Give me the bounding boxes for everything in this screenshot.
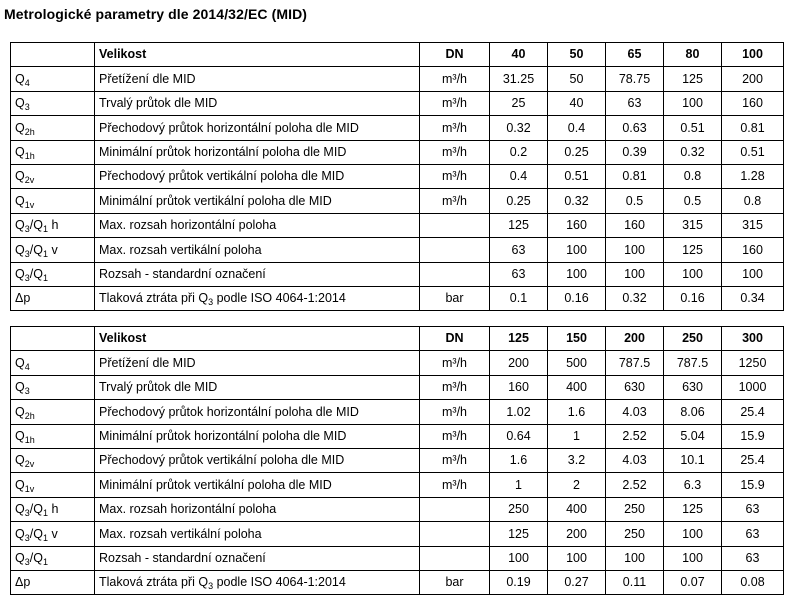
value-cell: 1.28 xyxy=(722,164,784,188)
value-cell: 3.2 xyxy=(548,448,606,472)
value-cell: 63 xyxy=(722,497,784,521)
parameter-name-cell xyxy=(95,424,420,448)
table-row xyxy=(11,140,784,164)
parameter-name-cell xyxy=(95,116,420,140)
metrology-table-dn40-100 xyxy=(10,42,784,311)
parameter-name-cell xyxy=(95,375,420,399)
parameter-name: Tlaková ztráta při Q xyxy=(99,575,209,590)
parameter-name-cell xyxy=(95,164,420,188)
parameter-name: Minimální průtok horizontální poloha dle MID xyxy=(99,145,347,159)
value-cell: 160 xyxy=(548,213,606,237)
symbol-text: Δp xyxy=(15,291,31,306)
value-cell: 100 xyxy=(548,238,606,262)
symbol-subscript: 3 xyxy=(24,102,30,113)
value-cell: 15.9 xyxy=(722,473,784,497)
unit-cell xyxy=(420,522,490,546)
symbol-subscript: 3 xyxy=(24,386,30,397)
unit-cell: bar xyxy=(420,570,490,594)
symbol-text: Q xyxy=(15,550,25,565)
value-cell: 25.4 xyxy=(722,448,784,472)
symbol-subscript: 1v xyxy=(24,199,35,210)
symbol-cell xyxy=(11,424,95,448)
symbol-text: Q xyxy=(15,429,25,443)
symbol-suffix: v xyxy=(47,242,58,257)
value-cell: 160 xyxy=(606,213,664,237)
value-cell: 250 xyxy=(606,497,664,521)
symbol-cell xyxy=(11,213,95,237)
symbol-subscript: 2h xyxy=(24,410,35,421)
value-cell: 315 xyxy=(722,213,784,237)
value-cell: 630 xyxy=(664,375,722,399)
value-cell: 0.51 xyxy=(664,116,722,140)
unit-cell: m³/h xyxy=(420,116,490,140)
parameter-name: Tlaková ztráta při Q xyxy=(99,291,209,306)
parameter-name-cell xyxy=(95,189,420,213)
value-cell: 1.02 xyxy=(490,400,548,424)
table-row xyxy=(11,238,784,262)
parameter-name: Trvalý průtok dle MID xyxy=(99,96,218,111)
table-row xyxy=(11,116,784,140)
symbol-subscript: 1h xyxy=(24,435,35,445)
table-header-row xyxy=(11,43,784,67)
value-cell: 250 xyxy=(490,497,548,521)
symbol-suffix: h xyxy=(47,218,59,233)
symbol-cell xyxy=(11,400,95,424)
symbol-subscript-2: 1 xyxy=(42,224,48,235)
value-cell: 0.4 xyxy=(548,116,606,140)
value-cell: 0.51 xyxy=(548,164,606,188)
value-cell: 0.64 xyxy=(490,424,548,448)
value-cell: 0.11 xyxy=(606,570,664,594)
symbol-subscript-2: 1 xyxy=(42,532,48,543)
symbol-subscript: 3 xyxy=(24,532,30,543)
symbol-subscript-2: 1 xyxy=(42,508,48,519)
table-header-row xyxy=(11,327,784,351)
symbol-text: Q xyxy=(15,145,25,159)
symbol-subscript: 2h xyxy=(24,126,35,137)
value-cell: 15.9 xyxy=(722,424,784,448)
symbol-text: Q xyxy=(15,96,25,111)
table-row xyxy=(11,375,784,399)
value-cell: 250 xyxy=(606,522,664,546)
unit-cell: m³/h xyxy=(420,473,490,497)
parameter-name: Přechodový průtok vertikální poloha dle MID xyxy=(99,453,345,468)
symbol-cell xyxy=(11,164,95,188)
symbol-text: Q xyxy=(15,380,25,395)
unit-cell xyxy=(420,238,490,262)
header-size-cell: 100 xyxy=(722,43,784,67)
header-size-cell: 65 xyxy=(606,43,664,67)
symbol-cell xyxy=(11,448,95,472)
parameter-name: Max. rozsah vertikální poloha xyxy=(99,526,262,541)
table-row xyxy=(11,286,784,310)
parameter-name-cell xyxy=(95,473,420,497)
parameter-name-subscript: 3 xyxy=(208,581,214,592)
unit-cell: m³/h xyxy=(420,424,490,448)
unit-cell xyxy=(420,546,490,570)
parameter-name-cell xyxy=(95,497,420,521)
value-cell: 0.1 xyxy=(490,286,548,310)
table-row xyxy=(11,448,784,472)
value-cell: 63 xyxy=(490,262,548,286)
symbol-subscript: 3 xyxy=(24,508,30,519)
value-cell: 160 xyxy=(722,91,784,115)
value-cell: 2.52 xyxy=(606,424,664,448)
value-cell: 100 xyxy=(664,91,722,115)
value-cell: 1.6 xyxy=(548,400,606,424)
value-cell: 0.32 xyxy=(664,140,722,164)
value-cell: 200 xyxy=(722,67,784,91)
parameter-name-cell xyxy=(95,546,420,570)
symbol-text: Q xyxy=(15,120,25,135)
symbol-cell xyxy=(11,262,95,286)
parameter-name: Přechodový průtok horizontální poloha dle MID xyxy=(99,120,359,135)
value-cell: 0.8 xyxy=(664,164,722,188)
value-cell: 0.4 xyxy=(490,164,548,188)
value-cell: 25.4 xyxy=(722,400,784,424)
value-cell: 0.32 xyxy=(548,189,606,213)
parameter-name: Rozsah - standardní označení xyxy=(99,550,266,565)
table-row xyxy=(11,546,784,570)
header-name-cell: Velikost xyxy=(95,43,420,67)
parameter-name: Max. rozsah horizontální poloha xyxy=(99,502,277,517)
unit-cell xyxy=(420,262,490,286)
parameter-name: Minimální průtok vertikální poloha dle MID xyxy=(99,477,332,492)
value-cell: 160 xyxy=(722,238,784,262)
value-cell: 63 xyxy=(722,522,784,546)
value-cell: 0.32 xyxy=(606,286,664,310)
symbol-divider: /Q xyxy=(29,526,43,541)
metrology-table-dn125-300 xyxy=(10,326,784,595)
value-cell: 0.32 xyxy=(490,116,548,140)
value-cell: 0.8 xyxy=(722,189,784,213)
value-cell: 50 xyxy=(548,67,606,91)
value-cell: 100 xyxy=(606,238,664,262)
value-cell: 100 xyxy=(664,546,722,570)
symbol-subscript: 4 xyxy=(24,361,30,372)
parameter-name-cell xyxy=(95,262,420,286)
symbol-text: Q xyxy=(15,526,25,541)
table-row xyxy=(11,424,784,448)
table-row xyxy=(11,189,784,213)
unit-cell xyxy=(420,213,490,237)
table-row xyxy=(11,351,784,375)
value-cell: 100 xyxy=(606,262,664,286)
symbol-cell xyxy=(11,91,95,115)
value-cell: 630 xyxy=(606,375,664,399)
parameter-name: Přechodový průtok vertikální poloha dle MID xyxy=(99,169,345,184)
value-cell: 400 xyxy=(548,497,606,521)
unit-cell: m³/h xyxy=(420,351,490,375)
symbol-subscript: 3 xyxy=(24,224,30,235)
parameter-name-cell xyxy=(95,522,420,546)
parameter-name-cell xyxy=(95,351,420,375)
header-unit-cell: DN xyxy=(420,43,490,67)
symbol-text: Q xyxy=(15,453,25,468)
symbol-subscript: 2v xyxy=(24,175,35,186)
unit-cell: m³/h xyxy=(420,448,490,472)
value-cell: 100 xyxy=(548,546,606,570)
unit-cell: bar xyxy=(420,286,490,310)
header-size-cell: 250 xyxy=(664,327,722,351)
symbol-divider: /Q xyxy=(29,550,43,565)
symbol-subscript-2: 1 xyxy=(42,272,48,283)
unit-cell: m³/h xyxy=(420,164,490,188)
value-cell: 0.81 xyxy=(722,116,784,140)
symbol-text: Q xyxy=(15,477,25,492)
value-cell: 5.04 xyxy=(664,424,722,448)
value-cell: 40 xyxy=(548,91,606,115)
symbol-subscript: 3 xyxy=(24,272,30,283)
parameter-name-cell xyxy=(95,91,420,115)
value-cell: 125 xyxy=(664,67,722,91)
value-cell: 0.25 xyxy=(548,140,606,164)
value-cell: 500 xyxy=(548,351,606,375)
value-cell: 4.03 xyxy=(606,400,664,424)
header-name-cell: Velikost xyxy=(95,327,420,351)
symbol-cell xyxy=(11,375,95,399)
table-row xyxy=(11,262,784,286)
symbol-text: Q xyxy=(15,355,25,370)
value-cell: 0.39 xyxy=(606,140,664,164)
parameter-name-suffix: podle ISO 4064-1:2014 xyxy=(213,575,346,590)
symbol-cell xyxy=(11,67,95,91)
value-cell: 400 xyxy=(548,375,606,399)
value-cell: 125 xyxy=(664,497,722,521)
value-cell: 0.81 xyxy=(606,164,664,188)
symbol-cell xyxy=(11,189,95,213)
header-unit-cell: DN xyxy=(420,327,490,351)
table-row xyxy=(11,570,784,594)
symbol-text: Q xyxy=(15,169,25,184)
value-cell: 0.25 xyxy=(490,189,548,213)
parameter-name-cell xyxy=(95,238,420,262)
value-cell: 0.16 xyxy=(548,286,606,310)
symbol-text: Q xyxy=(15,502,25,517)
value-cell: 6.3 xyxy=(664,473,722,497)
value-cell: 0.07 xyxy=(664,570,722,594)
symbol-text: Q xyxy=(15,71,25,86)
symbol-text: Δp xyxy=(15,575,31,590)
symbol-divider: /Q xyxy=(29,218,43,233)
symbol-subscript: 3 xyxy=(24,556,30,567)
symbol-cell xyxy=(11,497,95,521)
parameter-name-cell xyxy=(95,448,420,472)
symbol-cell xyxy=(11,140,95,164)
value-cell: 787.5 xyxy=(606,351,664,375)
unit-cell: m³/h xyxy=(420,140,490,164)
header-symbol-cell xyxy=(11,43,95,67)
symbol-divider: /Q xyxy=(29,242,43,257)
value-cell: 200 xyxy=(490,351,548,375)
value-cell: 0.2 xyxy=(490,140,548,164)
value-cell: 100 xyxy=(722,262,784,286)
value-cell: 2 xyxy=(548,473,606,497)
value-cell: 63 xyxy=(722,546,784,570)
value-cell: 78.75 xyxy=(606,67,664,91)
value-cell: 160 xyxy=(490,375,548,399)
value-cell: 2.52 xyxy=(606,473,664,497)
parameter-name: Max. rozsah vertikální poloha xyxy=(99,242,262,257)
symbol-suffix: v xyxy=(47,526,58,541)
value-cell: 1000 xyxy=(722,375,784,399)
unit-cell: m³/h xyxy=(420,400,490,424)
symbol-subscript: 2v xyxy=(24,459,35,470)
parameter-name-subscript: 3 xyxy=(208,297,214,308)
parameter-name: Trvalý průtok dle MID xyxy=(99,380,218,395)
symbol-cell xyxy=(11,238,95,262)
table-row xyxy=(11,213,784,237)
value-cell: 787.5 xyxy=(664,351,722,375)
parameter-name: Minimální průtok horizontální poloha dle MID xyxy=(99,429,347,443)
value-cell: 0.51 xyxy=(722,140,784,164)
value-cell: 1 xyxy=(490,473,548,497)
header-symbol-cell xyxy=(11,327,95,351)
value-cell: 10.1 xyxy=(664,448,722,472)
table-row xyxy=(11,497,784,521)
value-cell: 100 xyxy=(548,262,606,286)
value-cell: 100 xyxy=(664,522,722,546)
parameter-name-cell xyxy=(95,213,420,237)
symbol-divider: /Q xyxy=(29,502,43,517)
unit-cell: m³/h xyxy=(420,91,490,115)
value-cell: 100 xyxy=(664,262,722,286)
value-cell: 8.06 xyxy=(664,400,722,424)
unit-cell: m³/h xyxy=(420,189,490,213)
symbol-subscript-2: 1 xyxy=(42,556,48,567)
value-cell: 31.25 xyxy=(490,67,548,91)
table-row xyxy=(11,164,784,188)
parameter-name-suffix: podle ISO 4064-1:2014 xyxy=(213,291,346,306)
parameter-name: Přetížení dle MID xyxy=(99,355,196,370)
value-cell: 25 xyxy=(490,91,548,115)
value-cell: 0.63 xyxy=(606,116,664,140)
symbol-text: Q xyxy=(15,404,25,419)
symbol-suffix: h xyxy=(47,502,59,517)
value-cell: 0.08 xyxy=(722,570,784,594)
unit-cell xyxy=(420,497,490,521)
value-cell: 1.6 xyxy=(490,448,548,472)
symbol-cell xyxy=(11,351,95,375)
table-row xyxy=(11,400,784,424)
symbol-subscript: 4 xyxy=(24,77,30,88)
symbol-cell xyxy=(11,116,95,140)
value-cell: 100 xyxy=(606,546,664,570)
table-row xyxy=(11,67,784,91)
symbol-cell xyxy=(11,286,95,310)
parameter-name: Max. rozsah horizontální poloha xyxy=(99,218,277,233)
symbol-cell xyxy=(11,570,95,594)
value-cell: 125 xyxy=(490,213,548,237)
value-cell: 63 xyxy=(606,91,664,115)
symbol-divider: /Q xyxy=(29,266,43,281)
value-cell: 125 xyxy=(490,522,548,546)
table-row xyxy=(11,473,784,497)
value-cell: 125 xyxy=(664,238,722,262)
symbol-text: Q xyxy=(15,193,25,208)
unit-cell: m³/h xyxy=(420,67,490,91)
header-size-cell: 125 xyxy=(490,327,548,351)
symbol-subscript-2: 1 xyxy=(42,248,48,259)
table-row xyxy=(11,91,784,115)
value-cell: 0.5 xyxy=(606,189,664,213)
value-cell: 0.16 xyxy=(664,286,722,310)
value-cell: 0.19 xyxy=(490,570,548,594)
symbol-subscript: 3 xyxy=(24,248,30,259)
value-cell: 63 xyxy=(490,238,548,262)
header-size-cell: 80 xyxy=(664,43,722,67)
unit-cell: m³/h xyxy=(420,375,490,399)
header-size-cell: 300 xyxy=(722,327,784,351)
value-cell: 0.5 xyxy=(664,189,722,213)
symbol-subscript: 1v xyxy=(24,483,35,494)
header-size-cell: 40 xyxy=(490,43,548,67)
parameter-name: Přetížení dle MID xyxy=(99,71,196,86)
value-cell: 1 xyxy=(548,424,606,448)
parameter-name: Přechodový průtok horizontální poloha dle MID xyxy=(99,404,359,419)
symbol-text: Q xyxy=(15,218,25,233)
header-size-cell: 50 xyxy=(548,43,606,67)
symbol-cell xyxy=(11,546,95,570)
parameter-name-cell xyxy=(95,570,420,594)
value-cell: 1250 xyxy=(722,351,784,375)
value-cell: 200 xyxy=(548,522,606,546)
parameter-name-cell xyxy=(95,400,420,424)
value-cell: 100 xyxy=(490,546,548,570)
parameter-name-cell xyxy=(95,140,420,164)
parameter-name: Rozsah - standardní označení xyxy=(99,266,266,281)
page-title: Metrologické parametry dle 2014/32/EC (MID) xyxy=(4,6,308,22)
parameter-name: Minimální průtok vertikální poloha dle MID xyxy=(99,193,332,208)
value-cell: 315 xyxy=(664,213,722,237)
header-size-cell: 200 xyxy=(606,327,664,351)
parameter-name-cell xyxy=(95,67,420,91)
symbol-subscript: 1h xyxy=(24,151,35,161)
parameter-name-cell xyxy=(95,286,420,310)
symbol-text: Q xyxy=(15,266,25,281)
symbol-text: Q xyxy=(15,242,25,257)
symbol-cell xyxy=(11,522,95,546)
header-size-cell: 150 xyxy=(548,327,606,351)
value-cell: 0.27 xyxy=(548,570,606,594)
value-cell: 4.03 xyxy=(606,448,664,472)
symbol-cell xyxy=(11,473,95,497)
table-row xyxy=(11,522,784,546)
value-cell: 0.34 xyxy=(722,286,784,310)
